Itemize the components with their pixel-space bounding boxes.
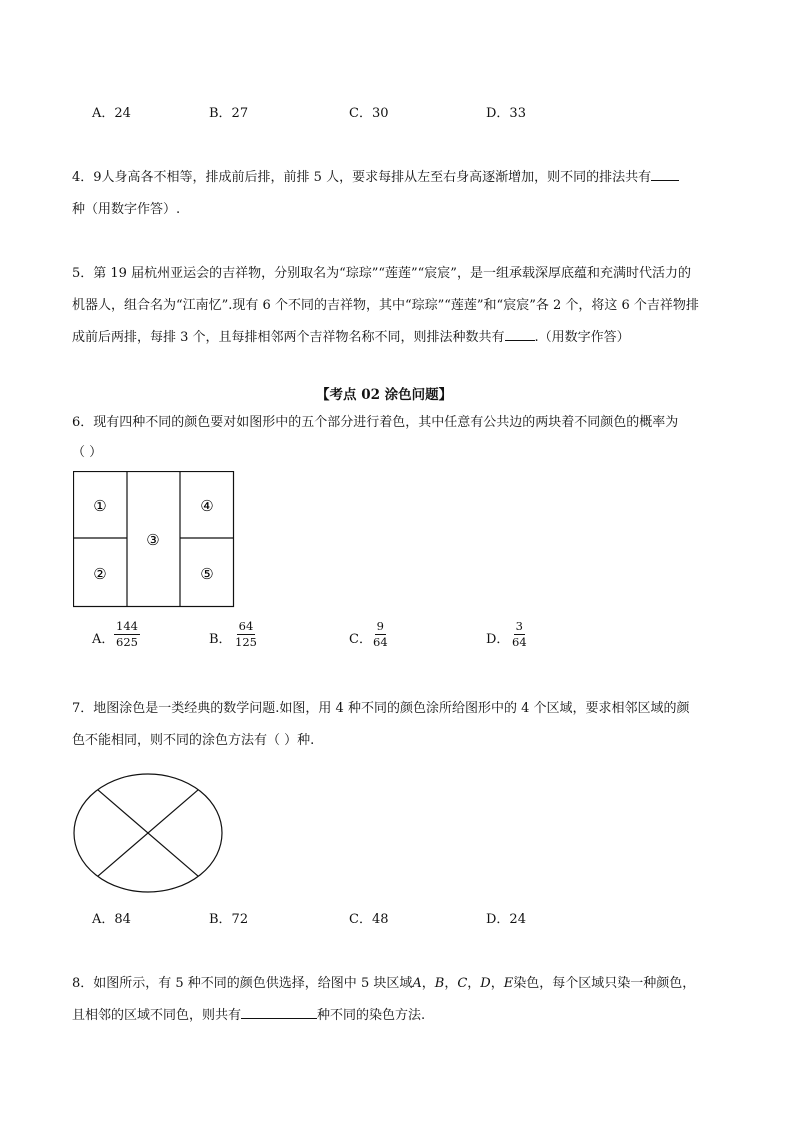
q7-option-a: A．84: [92, 912, 131, 927]
answer-blank: [651, 169, 679, 181]
q7-line-2: 色不能相同，则不同的涂色方法有（ ）种.: [72, 733, 315, 748]
numerator: 144: [116, 619, 138, 633]
q8-line-2: [72, 1004, 425, 1023]
q3-option-a: A．24: [92, 106, 131, 121]
q6-option-d-fraction: [510, 620, 529, 649]
numerator: 3: [515, 619, 523, 633]
q5-line-1: 5．第 19 届杭州亚运会的吉祥物，分别取名为“琮琮”“莲莲”“宸宸”，是一组承载深厚底蕴和充满时代活力的: [72, 266, 691, 281]
q6-option-b-label: B．: [209, 632, 232, 647]
q4-line-1: [72, 166, 679, 185]
region-label-2: ②: [93, 565, 107, 583]
q6-option-a-fraction: [114, 620, 140, 649]
denominator: 125: [235, 635, 257, 649]
q7-option-b: B．72: [209, 912, 249, 927]
region-var-a: A: [412, 976, 422, 991]
numerator: 64: [238, 619, 254, 633]
q7-circle-figure: [72, 772, 224, 894]
q3-option-c: C．30: [349, 106, 389, 121]
q5-line-2: 机器人，组合名为“江南忆”.现有 6 个不同的吉祥物，其中“琮琮”“莲莲”和“宸宸”各 2 个，将这 6 个吉祥物排: [72, 298, 699, 313]
region-label-4: ④: [200, 497, 214, 515]
q4-text: 4．9人身高各不相等，排成前后排，前排 5 人，要求每排从左至右身高逐渐增加，则不同的排法共有: [72, 170, 652, 185]
region-label-1: ①: [93, 497, 107, 515]
q6-line-1: 6．现有四种不同的颜色要对如图形中的五个部分进行着色，其中任意有公共边的两块着不同颜色的概率为: [72, 415, 679, 430]
q6-option-a-label: A．: [92, 632, 115, 647]
numerator: 9: [376, 619, 384, 633]
q4-line-2: 种（用数字作答）.: [72, 202, 181, 217]
q7-line-1: 7．地图涂色是一类经典的数学问题.如图，用 4 种不同的颜色涂所给图形中的 4 个区域，要求相邻区域的颜: [72, 701, 690, 716]
q6-option-b-fraction: [233, 620, 259, 649]
q8-line-1: 8．如图所示，有 5 种不同的颜色供选择，给图中 5 块区域A，B，C，D，E染色，每个区域只染一种颜色，: [72, 976, 696, 991]
section-title: 【考点 02 涂色问题】: [316, 387, 453, 403]
denominator: 64: [373, 635, 388, 649]
q8-line-1-text: 8．如图所示，有 5 种不同的颜色供选择，给图中 5 块区域: [72, 976, 413, 991]
denominator: 625: [116, 635, 138, 649]
region-var-d: D: [480, 976, 491, 991]
region-var-c: C: [457, 976, 468, 991]
region-var-e: E: [503, 976, 514, 991]
region-label-3: ③: [146, 531, 160, 549]
answer-blank: [505, 329, 535, 341]
region-var-b: B: [434, 976, 445, 991]
q5-line-3-text: 成前后两排，每排 3 个，且每排相邻两个吉祥物名称不同，则排法种数共有: [72, 330, 505, 345]
q6-option-d-label: D．: [486, 632, 510, 647]
q6-region-figure: [73, 471, 235, 608]
q7-option-c: C．48: [349, 912, 389, 927]
q7-option-d: D．24: [486, 912, 526, 927]
answer-blank: [241, 1007, 317, 1019]
q3-option-b: B．27: [209, 106, 249, 121]
denominator: 64: [512, 635, 527, 649]
q5-line-3: [72, 326, 630, 345]
q5-line-3-suffix: .（用数字作答）: [534, 330, 630, 345]
q6-option-c-fraction: [371, 620, 390, 649]
region-label-5: ⑤: [200, 565, 214, 583]
q8-line-2-suffix: 种不同的染色方法.: [317, 1008, 426, 1023]
q8-line-1-suffix: 染色，每个区域只染一种颜色，: [513, 976, 696, 991]
q6-option-c-label: C．: [349, 632, 372, 647]
q8-line-2-text: 且相邻的区域不同色，则共有: [72, 1008, 242, 1023]
q3-option-d: D．33: [486, 106, 526, 121]
q6-line-2: （ ）: [72, 445, 103, 460]
